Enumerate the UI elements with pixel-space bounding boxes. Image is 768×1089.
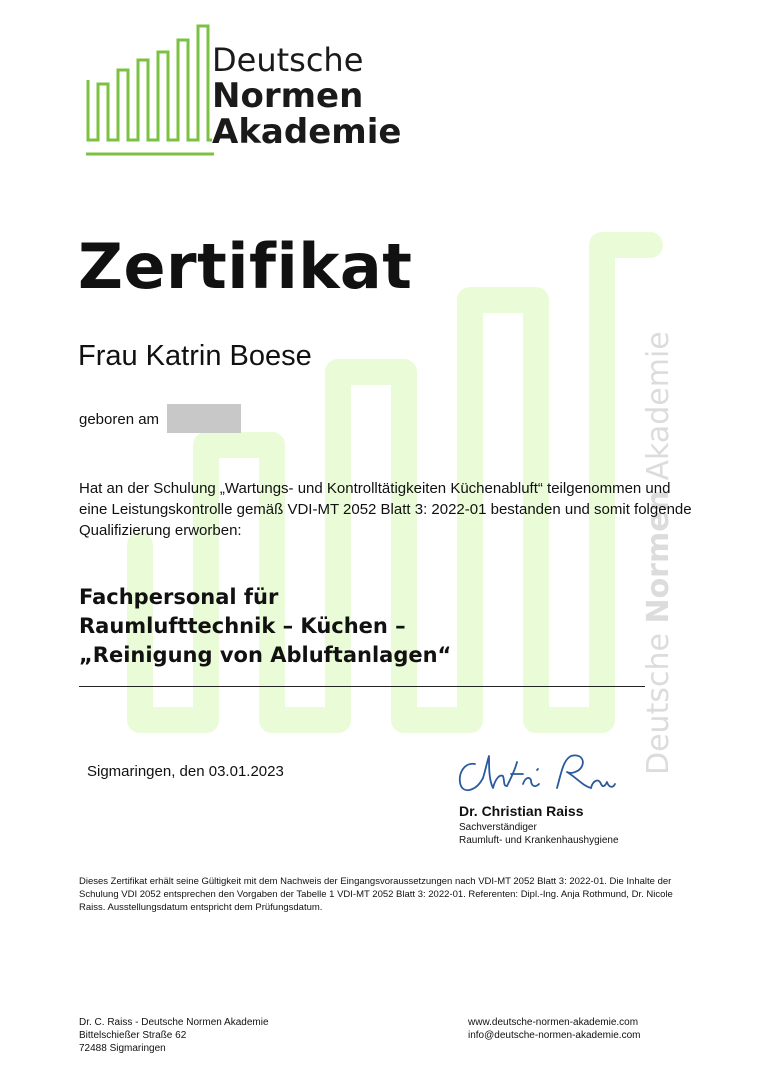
handwritten-signature (453, 748, 618, 804)
qualification-line-1: Fachpersonal für (79, 585, 279, 609)
footer-address-line-1: Dr. C. Raiss - Deutsche Normen Akademie (79, 1017, 269, 1028)
qualification-title (79, 583, 639, 670)
signer-name: Dr. Christian Raiss (459, 803, 584, 819)
logo-text-akademie: Akademie (212, 112, 402, 152)
validity-footnote: Dieses Zertifikat erhält seine Gültigkeit mit dem Nachweis der Eingangsvoraussetzungen nach VDI-MT 2052 Blatt 3: 2022-01. Die Inhalte der Schulung VDI 2052 entsprechen den Vorgaben der Tabelle 1 VDI-MT 2052 Blatt 3: 2022-01. Referenten: Dipl.-Ing. Anja Rothmund, Dr. Nicole Raiss. Ausstellungsdatum entspricht dem Prüfungsdatum. (79, 876, 673, 913)
place-date (87, 763, 284, 780)
footer-website-link[interactable]: www.deutsche-normen-akademie.com (468, 1017, 639, 1028)
logo-text-deutsche: Deutsche (212, 41, 364, 79)
footer-address-line-2: Bittelschießer Straße 62 (79, 1030, 187, 1041)
qualification-line-3: „Reinigung von Abluftanlagen“ (79, 643, 452, 667)
certificate-title: Zertifikat (78, 230, 413, 303)
signer-role-line-2: Raumluft- und Krankenhaushygiene (459, 835, 619, 846)
signer-role-line-1: Sachverständiger (459, 822, 537, 833)
certificate-body-text: Hat an der Schulung „Wartungs- und Kontrolltätigkeiten Küchenabluft“ teilgenommen und eine Leistungskontrolle gemäß VDI-MT 2052 Blatt 3: 2022-01 bestanden und somit folgende Qualifizierung erworben: (79, 480, 692, 539)
watermark-text-bold: Normen (641, 490, 676, 624)
watermark-text-light: Deutsche (641, 623, 676, 775)
qualification-line-2: Raumlufttechnik – Küchen – (79, 614, 406, 638)
logo-text-normen: Normen (212, 76, 364, 116)
watermark-text-light2: Akademie (641, 331, 676, 491)
logo-mark (84, 22, 214, 162)
redacted-birthdate (167, 404, 241, 433)
place-date-label: Sigmaringen, den (87, 763, 205, 780)
divider-line (79, 686, 645, 687)
issue-date: 03.01.2023 (208, 763, 284, 780)
footer-email-link[interactable]: info@deutsche-normen-akademie.com (468, 1030, 641, 1041)
footer-address-line-3: 72488 Sigmaringen (79, 1043, 166, 1054)
svg-text:Deutsche Normen Akademie (641, 331, 676, 775)
born-label: geboren am (79, 411, 160, 428)
recipient-name: Frau Katrin Boese (78, 340, 312, 372)
